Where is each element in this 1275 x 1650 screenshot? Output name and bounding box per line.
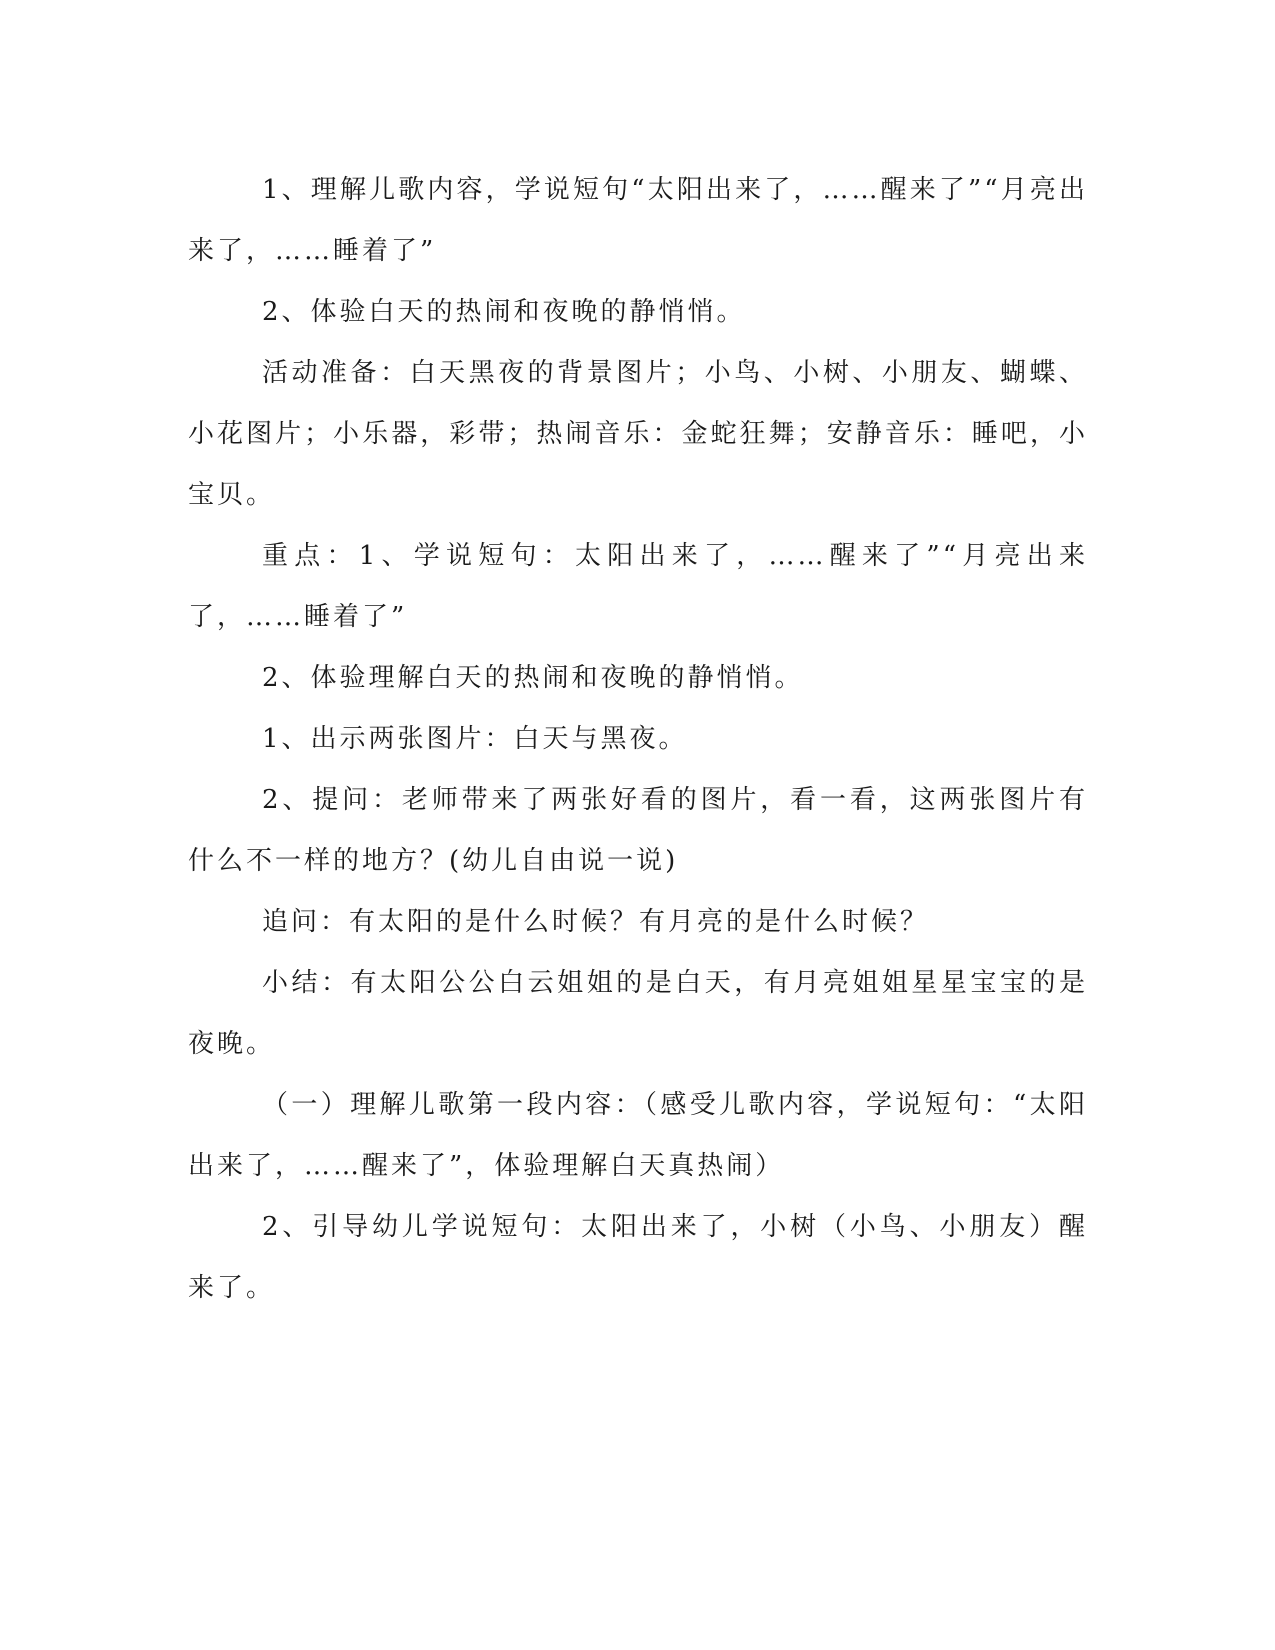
paragraph-follow-up-question: 追问：有太阳的是什么时候？有月亮的是什么时候？ [262,907,930,937]
paragraph-step-question: 2、提问：老师带来了两张好看的图片，看一看，这两张图片有什么不一样的地方？(幼儿自由说一说) [188,785,1088,876]
paragraph-step-show-pictures: 1、出示两张图片：白天与黑夜。 [262,724,688,754]
paragraph-summary: 小结：有太阳公公白云姐姐的是白天，有月亮姐姐星星宝宝的是夜晚。 [188,968,1088,1059]
paragraph-objective-1: 1、理解儿歌内容，学说短句“太阳出来了，……醒来了”“月亮出来了，……睡着了” [188,175,1088,266]
paragraph-key-point-1: 重点：1、学说短句：太阳出来了，……醒来了”“月亮出来了，……睡着了” [188,541,1088,632]
paragraph-guide-sentences: 2、引导幼儿学说短句：太阳出来了，小树（小鸟、小朋友）醒来了。 [188,1212,1088,1303]
paragraph-section-one: （一）理解儿歌第一段内容：（感受儿歌内容，学说短句：“太阳出来了，……醒来了”，体验理解白天真热闹） [188,1090,1088,1181]
paragraph-key-point-2: 2、体验理解白天的热闹和夜晚的静悄悄。 [262,663,804,693]
paragraph-objective-2: 2、体验白天的热闹和夜晚的静悄悄。 [262,297,746,327]
document-body [188,160,1088,1319]
paragraph-preparation: 活动准备：白天黑夜的背景图片；小鸟、小树、小朋友、蝴蝶、小花图片；小乐器，彩带；热闹音乐：金蛇狂舞；安静音乐：睡吧，小宝贝。 [188,358,1088,510]
